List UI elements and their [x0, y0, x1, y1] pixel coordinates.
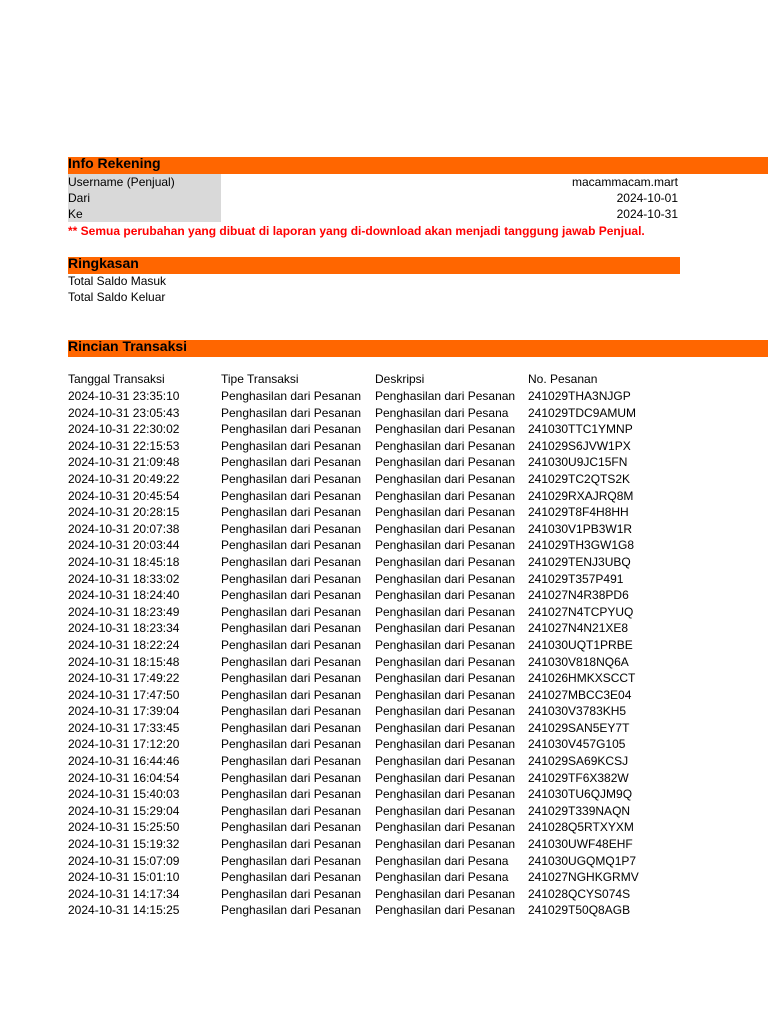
- table-row: [0, 853, 768, 870]
- cell-deskripsi: Penghasilan dari Pesanan: [375, 770, 516, 785]
- cell-no-pesanan: 241030V457G105: [528, 737, 626, 752]
- table-row: [0, 454, 768, 471]
- cell-tanggal-transaksi: 2024-10-31 18:15:48: [68, 654, 180, 669]
- cell-tipe-transaksi: Penghasilan dari Pesanan: [221, 803, 362, 818]
- table-row: [0, 504, 768, 521]
- table-row: [0, 803, 768, 820]
- table-row: [0, 554, 768, 571]
- transaction-table-header: [0, 371, 768, 388]
- cell-deskripsi: Penghasilan dari Pesanan: [375, 389, 516, 403]
- rincian-transaksi-title: Rincian Transaksi: [68, 338, 188, 354]
- cell-tipe-transaksi: Penghasilan dari Pesanan: [221, 671, 362, 686]
- cell-no-pesanan: 241030U9JC15FN: [528, 455, 628, 470]
- cell-tipe-transaksi: Penghasilan dari Pesanan: [221, 637, 362, 652]
- cell-tipe-transaksi: Penghasilan dari Pesanan: [221, 505, 362, 520]
- cell-tipe-transaksi: Penghasilan dari Pesanan: [221, 554, 362, 569]
- table-row: [0, 703, 768, 720]
- cell-tanggal-transaksi: 2024-10-31 20:49:22: [68, 471, 180, 486]
- cell-tipe-transaksi: Penghasilan dari Pesanan: [221, 471, 362, 486]
- cell-tanggal-transaksi: 2024-10-31 17:47:50: [68, 687, 180, 702]
- header-deskripsi: Deskripsi: [375, 372, 425, 386]
- table-row: [0, 587, 768, 604]
- cell-no-pesanan: 241029TENJ3UBQ: [528, 554, 631, 569]
- cell-tipe-transaksi: Penghasilan dari Pesanan: [221, 389, 362, 403]
- total-saldo-masuk-label: Total Saldo Masuk: [68, 274, 167, 288]
- cell-no-pesanan: 241029RXAJRQ8M: [528, 488, 634, 503]
- cell-tanggal-transaksi: 2024-10-31 15:19:32: [68, 837, 180, 852]
- cell-deskripsi: Penghasilan dari Pesanan: [375, 704, 516, 719]
- cell-deskripsi: Penghasilan dari Pesanan: [375, 720, 516, 735]
- cell-tanggal-transaksi: 2024-10-31 18:22:24: [68, 637, 180, 652]
- cell-no-pesanan: 241030V3783KH5: [528, 704, 627, 719]
- cell-deskripsi: Penghasilan dari Pesanan: [375, 521, 516, 536]
- table-row: [0, 836, 768, 853]
- table-row: [0, 521, 768, 538]
- ringkasan-band: [68, 257, 680, 274]
- cell-tipe-transaksi: Penghasilan dari Pesanan: [221, 886, 362, 901]
- cell-tipe-transaksi: Penghasilan dari Pesanan: [221, 687, 362, 702]
- table-row: [0, 405, 768, 422]
- cell-tanggal-transaksi: 2024-10-31 17:49:22: [68, 671, 180, 686]
- table-row: [0, 488, 768, 505]
- cell-deskripsi: Penghasilan dari Pesanan: [375, 754, 516, 769]
- table-row: [0, 819, 768, 836]
- cell-deskripsi: Penghasilan dari Pesanan: [375, 604, 516, 619]
- cell-deskripsi: Penghasilan dari Pesanan: [375, 422, 516, 437]
- header-tipe-transaksi: Tipe Transaksi: [221, 372, 299, 386]
- cell-no-pesanan: 241027NGHKGRMV: [528, 870, 639, 885]
- dari-label: Dari: [68, 191, 91, 205]
- cell-tanggal-transaksi: 2024-10-31 20:28:15: [68, 505, 180, 520]
- cell-no-pesanan: 241030UWF48EHF: [528, 837, 633, 852]
- info-rekening-band: [68, 157, 768, 174]
- cell-tipe-transaksi: Penghasilan dari Pesanan: [221, 621, 362, 636]
- username-label: Username (Penjual): [68, 175, 175, 189]
- transaction-table-body: [0, 388, 768, 919]
- table-row: [0, 654, 768, 671]
- cell-tanggal-transaksi: 2024-10-31 15:25:50: [68, 820, 180, 835]
- cell-no-pesanan: 241029T357P491: [528, 571, 624, 586]
- table-row: [0, 687, 768, 704]
- cell-tipe-transaksi: Penghasilan dari Pesanan: [221, 704, 362, 719]
- cell-no-pesanan: 241029TDC9AMUM: [528, 405, 637, 420]
- ke-value: 2024-10-31: [616, 207, 678, 221]
- cell-no-pesanan: 241027N4R38PD6: [528, 588, 629, 603]
- cell-tanggal-transaksi: 2024-10-31 18:23:34: [68, 621, 180, 636]
- cell-no-pesanan: 241027N4N21XE8: [528, 621, 629, 636]
- header-no-pesanan: No. Pesanan: [528, 372, 598, 386]
- cell-tanggal-transaksi: 2024-10-31 16:44:46: [68, 754, 180, 769]
- table-row: [0, 438, 768, 455]
- cell-tanggal-transaksi: 2024-10-31 15:40:03: [68, 787, 180, 802]
- dari-value: 2024-10-01: [616, 191, 678, 205]
- cell-tanggal-transaksi: 2024-10-31 23:35:10: [68, 389, 180, 403]
- cell-tipe-transaksi: Penghasilan dari Pesanan: [221, 870, 362, 885]
- total-saldo-keluar-label: Total Saldo Keluar: [68, 290, 166, 304]
- table-row: [0, 736, 768, 753]
- cell-no-pesanan: 241030UQT1PRBE: [528, 637, 633, 652]
- cell-tipe-transaksi: Penghasilan dari Pesanan: [221, 820, 362, 835]
- cell-tipe-transaksi: Penghasilan dari Pesanan: [221, 720, 362, 735]
- username-value: macammacam.mart: [571, 175, 678, 189]
- cell-no-pesanan: 241029TH3GW1G8: [528, 538, 635, 553]
- cell-tanggal-transaksi: 2024-10-31 21:09:48: [68, 455, 180, 470]
- cell-deskripsi: Penghasilan dari Pesanan: [375, 837, 516, 852]
- cell-no-pesanan: 241030V1PB3W1R: [528, 521, 633, 536]
- ke-label: Ke: [68, 207, 83, 221]
- cell-tanggal-transaksi: 2024-10-31 15:01:10: [68, 870, 180, 885]
- cell-deskripsi: Penghasilan dari Pesanan: [375, 488, 516, 503]
- table-row: [0, 537, 768, 554]
- table-row: [0, 637, 768, 654]
- cell-tanggal-transaksi: 2024-10-31 14:17:34: [68, 886, 180, 901]
- cell-deskripsi: Penghasilan dari Pesana: [375, 870, 509, 885]
- table-row: [0, 388, 768, 405]
- cell-no-pesanan: 241029TF6X382W: [528, 770, 629, 785]
- cell-tipe-transaksi: Penghasilan dari Pesanan: [221, 455, 362, 470]
- cell-no-pesanan: 241030V818NQ6A: [528, 654, 629, 669]
- cell-tipe-transaksi: Penghasilan dari Pesanan: [221, 405, 362, 420]
- cell-deskripsi: Penghasilan dari Pesanan: [375, 438, 516, 453]
- cell-tipe-transaksi: Penghasilan dari Pesanan: [221, 538, 362, 553]
- table-row: [0, 720, 768, 737]
- cell-tanggal-transaksi: 2024-10-31 20:07:38: [68, 521, 180, 536]
- cell-no-pesanan: 241030TTC1YMNP: [528, 422, 633, 437]
- cell-deskripsi: Penghasilan dari Pesanan: [375, 538, 516, 553]
- cell-tipe-transaksi: Penghasilan dari Pesanan: [221, 770, 362, 785]
- cell-no-pesanan: 241028QCYS074S: [528, 886, 631, 901]
- cell-tanggal-transaksi: 2024-10-31 20:03:44: [68, 538, 180, 553]
- cell-tanggal-transaksi: 2024-10-31 18:24:40: [68, 588, 180, 603]
- cell-no-pesanan: 241029THA3NJGP: [528, 389, 631, 403]
- cell-tipe-transaksi: Penghasilan dari Pesanan: [221, 521, 362, 536]
- cell-tanggal-transaksi: 2024-10-31 16:04:54: [68, 770, 180, 785]
- cell-tipe-transaksi: Penghasilan dari Pesanan: [221, 754, 362, 769]
- cell-no-pesanan: 241028Q5RTXYXM: [528, 820, 634, 835]
- cell-deskripsi: Penghasilan dari Pesanan: [375, 671, 516, 686]
- cell-tanggal-transaksi: 2024-10-31 22:15:53: [68, 438, 180, 453]
- cell-tanggal-transaksi: 2024-10-31 17:33:45: [68, 720, 180, 735]
- cell-tanggal-transaksi: 2024-10-31 15:29:04: [68, 803, 180, 818]
- cell-no-pesanan: 241030UGQMQ1P7: [528, 853, 637, 868]
- table-row: [0, 886, 768, 903]
- cell-no-pesanan: 241027N4TCPYUQ: [528, 604, 634, 619]
- warning-note: ** Semua perubahan yang dibuat di laporan yang di-download akan menjadi tanggung jawab Penjual.: [68, 224, 645, 238]
- cell-tanggal-transaksi: 2024-10-31 23:05:43: [68, 405, 180, 420]
- cell-tanggal-transaksi: 2024-10-31 14:15:25: [68, 903, 180, 918]
- cell-deskripsi: Penghasilan dari Pesanan: [375, 886, 516, 901]
- cell-no-pesanan: 241030TU6QJM9Q: [528, 787, 633, 802]
- table-row: [0, 620, 768, 637]
- cell-deskripsi: Penghasilan dari Pesanan: [375, 903, 516, 918]
- cell-no-pesanan: 241029T50Q8AGB: [528, 903, 631, 918]
- cell-deskripsi: Penghasilan dari Pesanan: [375, 820, 516, 835]
- cell-tipe-transaksi: Penghasilan dari Pesanan: [221, 588, 362, 603]
- cell-tanggal-transaksi: 2024-10-31 17:39:04: [68, 704, 180, 719]
- cell-deskripsi: Penghasilan dari Pesanan: [375, 455, 516, 470]
- cell-tipe-transaksi: Penghasilan dari Pesanan: [221, 654, 362, 669]
- cell-tanggal-transaksi: 2024-10-31 18:33:02: [68, 571, 180, 586]
- cell-no-pesanan: 241029SA69KCSJ: [528, 754, 629, 769]
- table-row: [0, 770, 768, 787]
- cell-deskripsi: Penghasilan dari Pesanan: [375, 554, 516, 569]
- cell-tipe-transaksi: Penghasilan dari Pesanan: [221, 422, 362, 437]
- cell-tanggal-transaksi: 2024-10-31 18:23:49: [68, 604, 180, 619]
- cell-deskripsi: Penghasilan dari Pesanan: [375, 737, 516, 752]
- cell-deskripsi: Penghasilan dari Pesanan: [375, 787, 516, 802]
- cell-deskripsi: Penghasilan dari Pesanan: [375, 637, 516, 652]
- cell-no-pesanan: 241029T8F4H8HH: [528, 505, 629, 520]
- cell-tipe-transaksi: Penghasilan dari Pesanan: [221, 903, 362, 918]
- table-row: [0, 670, 768, 687]
- cell-tipe-transaksi: Penghasilan dari Pesanan: [221, 853, 362, 868]
- cell-tanggal-transaksi: 2024-10-31 22:30:02: [68, 422, 180, 437]
- cell-tipe-transaksi: Penghasilan dari Pesanan: [221, 438, 362, 453]
- cell-deskripsi: Penghasilan dari Pesanan: [375, 687, 516, 702]
- cell-tipe-transaksi: Penghasilan dari Pesanan: [221, 737, 362, 752]
- ringkasan-title: Ringkasan: [68, 255, 139, 271]
- table-row: [0, 604, 768, 621]
- cell-deskripsi: Penghasilan dari Pesanan: [375, 588, 516, 603]
- cell-deskripsi: Penghasilan dari Pesana: [375, 405, 509, 420]
- table-row: [0, 571, 768, 588]
- cell-deskripsi: Penghasilan dari Pesanan: [375, 621, 516, 636]
- cell-tanggal-transaksi: 2024-10-31 17:12:20: [68, 737, 180, 752]
- table-row: [0, 471, 768, 488]
- cell-no-pesanan: 241029S6JVW1PX: [528, 438, 631, 453]
- cell-deskripsi: Penghasilan dari Pesana: [375, 853, 509, 868]
- table-row: [0, 902, 768, 919]
- cell-tipe-transaksi: Penghasilan dari Pesanan: [221, 604, 362, 619]
- cell-tanggal-transaksi: 2024-10-31 20:45:54: [68, 488, 180, 503]
- cell-no-pesanan: 241029TC2QTS2K: [528, 471, 631, 486]
- cell-tipe-transaksi: Penghasilan dari Pesanan: [221, 488, 362, 503]
- table-row: [0, 869, 768, 886]
- cell-tipe-transaksi: Penghasilan dari Pesanan: [221, 837, 362, 852]
- cell-tanggal-transaksi: 2024-10-31 15:07:09: [68, 853, 180, 868]
- cell-deskripsi: Penghasilan dari Pesanan: [375, 803, 516, 818]
- cell-no-pesanan: 241027MBCC3E04: [528, 687, 632, 702]
- info-rekening-title: Info Rekening: [68, 155, 161, 171]
- table-row: [0, 421, 768, 438]
- cell-deskripsi: Penghasilan dari Pesanan: [375, 505, 516, 520]
- table-row: [0, 786, 768, 803]
- cell-tipe-transaksi: Penghasilan dari Pesanan: [221, 787, 362, 802]
- cell-tipe-transaksi: Penghasilan dari Pesanan: [221, 571, 362, 586]
- cell-deskripsi: Penghasilan dari Pesanan: [375, 471, 516, 486]
- cell-deskripsi: Penghasilan dari Pesanan: [375, 654, 516, 669]
- cell-no-pesanan: 241029SAN5EY7T: [528, 720, 630, 735]
- cell-deskripsi: Penghasilan dari Pesanan: [375, 571, 516, 586]
- header-tanggal-transaksi: Tanggal Transaksi: [68, 372, 165, 386]
- cell-no-pesanan: 241026HMKXSCCT: [528, 671, 636, 686]
- table-row: [0, 753, 768, 770]
- cell-tanggal-transaksi: 2024-10-31 18:45:18: [68, 554, 180, 569]
- cell-no-pesanan: 241029T339NAQN: [528, 803, 631, 818]
